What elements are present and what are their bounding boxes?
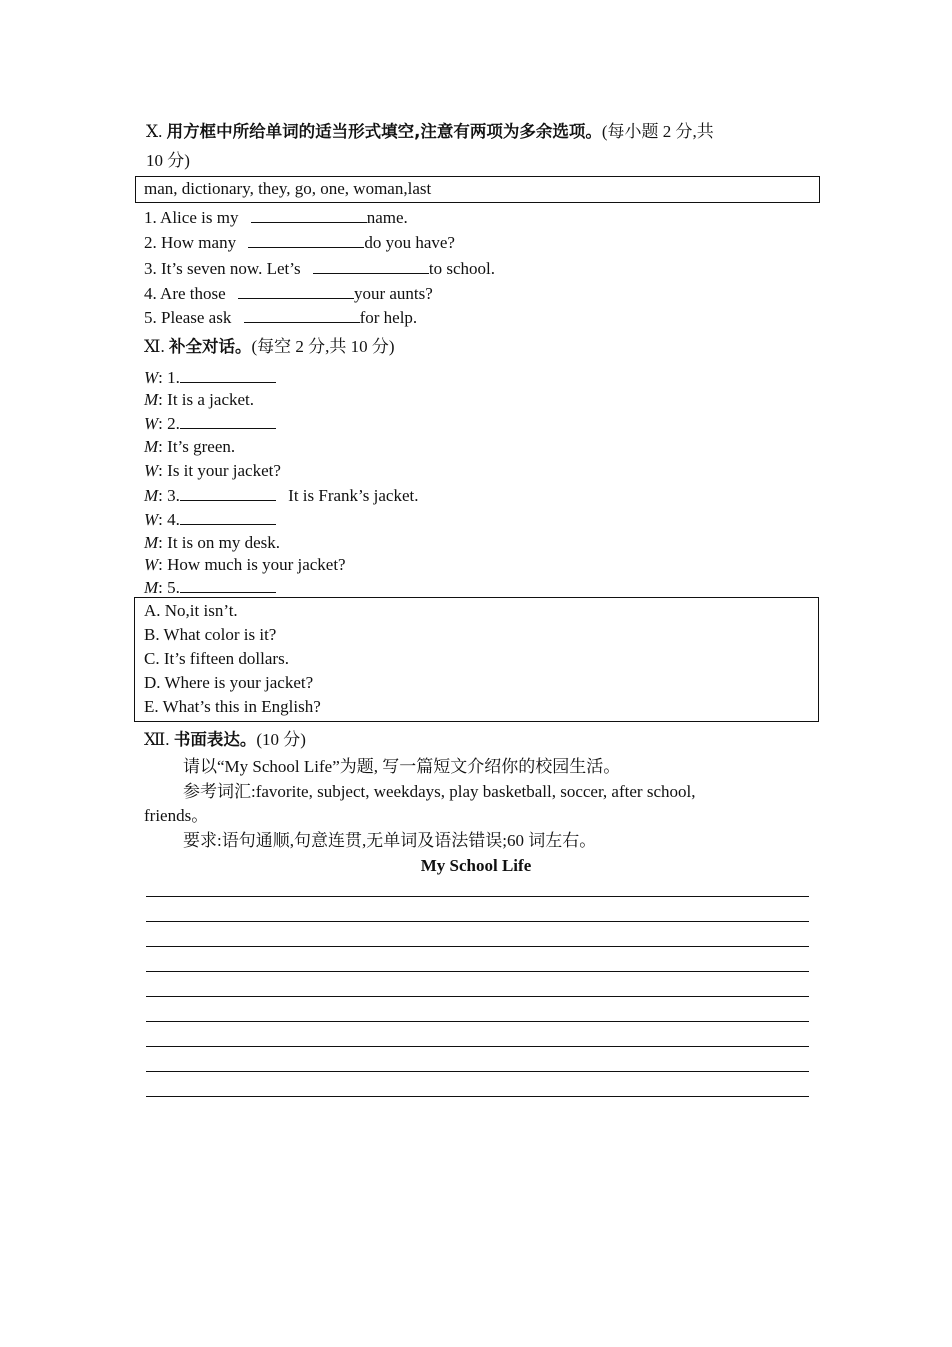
answer-blank-3[interactable] <box>313 257 429 274</box>
speaker-label: M <box>144 533 159 552</box>
dialogue-line-10: M: 5. <box>144 576 276 599</box>
writing-line[interactable] <box>146 1021 809 1022</box>
fill-item-4-text: 4. Are those <box>144 284 226 303</box>
fill-item-2-text: 2. How many <box>144 233 237 252</box>
dialogue-line-8: M: It is on my desk. <box>144 533 281 552</box>
dialogue-line-1: W: 1. <box>144 366 276 389</box>
dialogue-line-9: W: How much is your jacket? <box>144 555 346 574</box>
writing-line[interactable] <box>146 921 809 922</box>
writing-line[interactable] <box>146 996 809 997</box>
fill-item-4-after: your aunts? <box>353 284 433 303</box>
fill-item-4 <box>144 282 433 305</box>
dialogue-line-4: M: It’s green. <box>144 437 236 456</box>
speaker-label: M <box>144 486 159 505</box>
word-bank-text: man, dictionary, they, go, one, woman,last <box>144 179 432 198</box>
writing-line[interactable] <box>146 946 809 947</box>
writing-prompt: 请以“My School Life”为题, 写一篇短文介绍你的校园生活。 <box>183 757 621 776</box>
dialogue-text: 2. <box>167 414 180 433</box>
section-12-note: (10 分) <box>256 730 306 749</box>
dialogue-blank-3[interactable] <box>180 484 276 501</box>
speaker-label: M <box>144 390 159 409</box>
dialogue-text: 5. <box>167 578 180 597</box>
dialogue-text: Is it your jacket? <box>167 461 281 480</box>
speaker-label: W <box>144 510 159 529</box>
dialogue-text: 4. <box>167 510 180 529</box>
answer-blank-1[interactable] <box>251 206 367 223</box>
option-d: D. Where is your jacket? <box>144 673 314 692</box>
word-bank-box <box>135 176 820 203</box>
answer-blank-4[interactable] <box>238 282 354 299</box>
section-12-heading <box>144 729 306 751</box>
fill-item-3 <box>144 257 495 280</box>
fill-item-2-after: do you have? <box>364 233 455 252</box>
option-c: C. It’s fifteen dollars. <box>144 649 289 668</box>
section-11-title: 补全对话。 <box>168 337 252 356</box>
section-11-numeral: Ⅺ. <box>144 337 165 356</box>
dialogue-text: 1. <box>167 368 180 387</box>
option-b: B. What color is it? <box>144 625 277 644</box>
section-10-note: (每小题 2 分,共 <box>601 122 714 141</box>
section-10-numeral: Ⅹ. <box>146 122 163 141</box>
speaker-label: W <box>144 414 159 433</box>
writing-line[interactable] <box>146 1096 809 1097</box>
dialogue-text: It’s green. <box>167 437 236 456</box>
option-e: E. What’s this in English? <box>144 697 321 716</box>
essay-title: My School Life <box>420 856 532 875</box>
section-10-heading <box>146 121 714 143</box>
fill-item-2 <box>144 231 455 254</box>
section-12-numeral: Ⅻ. <box>144 730 170 749</box>
writing-line[interactable] <box>146 1071 809 1072</box>
dialogue-text-after: It is Frank’s jacket. <box>288 486 419 505</box>
speaker-label: M <box>144 437 159 456</box>
writing-line[interactable] <box>146 896 809 897</box>
dialogue-line-5: W: Is it your jacket? <box>144 461 281 480</box>
answer-blank-5[interactable] <box>244 306 360 323</box>
section-10-title: 用方框中所给单词的适当形式填空,注意有两项为多余选项。 <box>166 122 602 141</box>
vocab-hint: 参考词汇:favorite, subject, weekdays, play basketball, soccer, after school, <box>183 782 696 801</box>
section-11-heading <box>144 336 395 358</box>
fill-item-3-after: to school. <box>428 259 495 278</box>
dialogue-line-7: W: 4. <box>144 508 276 531</box>
fill-item-1-text: 1. Alice is my <box>144 208 239 227</box>
speaker-label: W <box>144 555 159 574</box>
dialogue-text: It is on my desk. <box>167 533 281 552</box>
dialogue-blank-5[interactable] <box>180 576 276 593</box>
dialogue-line-2: M: It is a jacket. <box>144 390 255 409</box>
dialogue-text: How much is your jacket? <box>167 555 346 574</box>
vocab-hint-cont: friends。 <box>144 806 209 825</box>
dialogue-line-3: W: 2. <box>144 412 276 435</box>
dialogue-text: 3. <box>167 486 180 505</box>
option-a: A. No,it isn’t. <box>144 601 238 620</box>
fill-item-5 <box>144 306 417 329</box>
fill-item-5-text: 5. Please ask <box>144 308 232 327</box>
dialogue-blank-2[interactable] <box>180 412 276 429</box>
fill-item-5-after: for help. <box>359 308 418 327</box>
writing-line[interactable] <box>146 971 809 972</box>
dialogue-blank-1[interactable] <box>180 366 276 383</box>
writing-requirement: 要求:语句通顺,句意连贯,无单词及语法错误;60 词左右。 <box>183 831 597 850</box>
fill-item-1 <box>144 206 408 229</box>
fill-item-1-after: name. <box>366 208 408 227</box>
answer-blank-2[interactable] <box>248 231 364 248</box>
dialogue-line-6: M: 3. It is Frank’s jacket. <box>144 486 419 505</box>
fill-item-3-text: 3. It’s seven now. Let’s <box>144 259 301 278</box>
writing-line[interactable] <box>146 1046 809 1047</box>
section-12-title: 书面表达。 <box>173 730 257 749</box>
dialogue-blank-4[interactable] <box>180 508 276 525</box>
speaker-label: W <box>144 461 159 480</box>
options-box <box>134 597 819 722</box>
speaker-label: M <box>144 578 159 597</box>
speaker-label: W <box>144 368 159 387</box>
section-11-note: (每空 2 分,共 10 分) <box>251 337 395 356</box>
section-10-note-cont: 10 分) <box>146 151 190 170</box>
dialogue-text: It is a jacket. <box>167 390 255 409</box>
